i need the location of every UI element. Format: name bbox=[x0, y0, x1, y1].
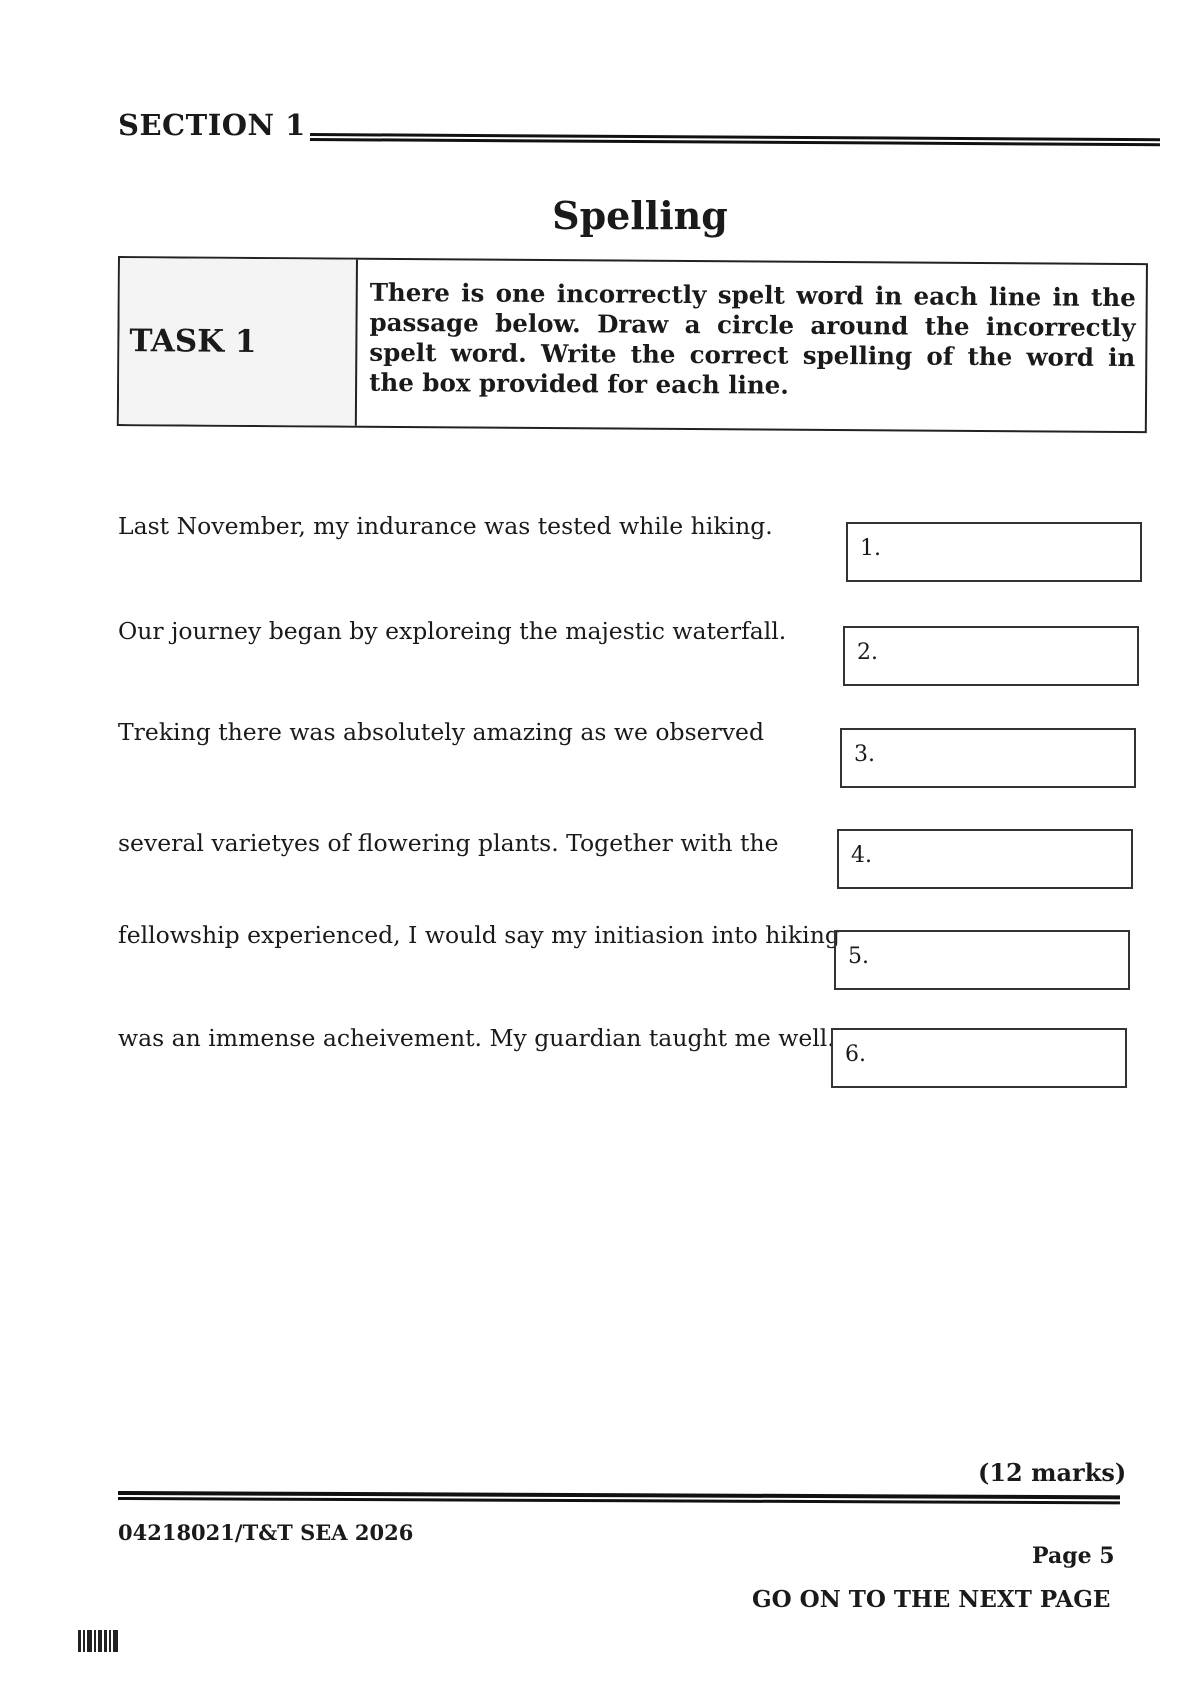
passage-line-1: Last November, my indurance was tested while hiking. bbox=[118, 512, 773, 540]
passage-line-3: Treking there was absolutely amazing as we observed bbox=[118, 718, 764, 746]
barcode-mark bbox=[78, 1630, 120, 1652]
task-box bbox=[117, 256, 1148, 433]
passage-line-2: Our journey began by exploreing the majestic waterfall. bbox=[118, 617, 787, 645]
passage-line-5: fellowship experienced, I would say my initiasion into hiking bbox=[118, 921, 840, 949]
answer-box-6[interactable]: 6. bbox=[831, 1028, 1127, 1088]
task-label: TASK 1 bbox=[119, 258, 358, 426]
answer-box-3[interactable]: 3. bbox=[840, 728, 1136, 788]
marks-label: (12 marks) bbox=[978, 1458, 1127, 1487]
footer-divider bbox=[118, 1491, 1120, 1504]
next-page-notice: GO ON TO THE NEXT PAGE bbox=[752, 1586, 1111, 1613]
answer-box-5[interactable]: 5. bbox=[834, 930, 1130, 990]
section-title: SECTION 1 bbox=[118, 108, 306, 142]
answer-box-1[interactable]: 1. bbox=[846, 522, 1142, 582]
page-title: Spelling bbox=[552, 193, 728, 238]
answer-box-2[interactable]: 2. bbox=[843, 626, 1139, 686]
passage-line-4: several varietyes of flowering plants. Together with the bbox=[118, 829, 779, 857]
exam-code: 04218021/T&T SEA 2026 bbox=[118, 1520, 414, 1545]
task-instruction: There is one incorrectly spelt word in each line in the passage below. Draw a circle around the incorrectly spelt word. Write the correct spelling of the word in the box provided for each line. bbox=[369, 277, 1136, 400]
answer-box-4[interactable]: 4. bbox=[837, 829, 1133, 889]
passage-line-6: was an immense acheivement. My guardian taught me well. bbox=[118, 1024, 835, 1052]
section-divider bbox=[310, 133, 1160, 146]
page-number: Page 5 bbox=[1032, 1543, 1115, 1569]
